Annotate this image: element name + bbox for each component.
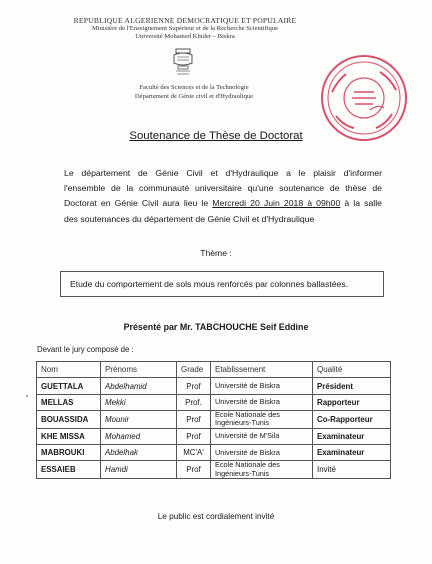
cell-nom: MABROUKI: [37, 444, 101, 460]
header-grade: Grade: [177, 362, 211, 378]
cell-nom: GUETTALA: [37, 378, 101, 394]
cell-etablissement: Université de Biskra: [211, 394, 313, 410]
header-republic: REPUBLIQUE ALGERIENNE DEMOCRATIQUE ET POPULAIRE: [73, 16, 297, 25]
theme-box: Etude du comportement de sols mous renforcés par colonnes ballastées.: [60, 271, 384, 297]
theme-label: Thème :: [200, 248, 232, 258]
cell-etablissement: Université de Biskra: [211, 444, 313, 460]
cell-grade: Prof: [177, 378, 211, 394]
header-nom: Nom: [37, 362, 101, 378]
table-row: [37, 378, 391, 394]
cell-prenom: Hamdi: [101, 461, 177, 478]
cell-grade: Prof: [177, 461, 211, 478]
header-university: Université Mohamed Khider – Biskra: [135, 33, 235, 40]
announcement-line-3-end: à la salle: [340, 198, 383, 209]
defense-date: Mercredi 20 Juin 2018 à 09h00: [212, 198, 341, 209]
cell-prenom: Mekki: [101, 394, 177, 410]
cell-qualite: Examinateur: [313, 444, 391, 460]
jury-table-header: [37, 362, 391, 378]
cell-etablissement: Université de Biskra: [211, 378, 313, 394]
cell-qualite: Président: [313, 378, 391, 394]
cell-grade: Prof: [177, 411, 211, 428]
announcement-line-2: l'ensemble de la communauté universitaire qu'une soutenance de thèse de: [64, 183, 382, 194]
department-name: Département de Génie civil et d'Hydraulique: [134, 93, 254, 100]
cell-prenom: Abdelhamid: [101, 378, 177, 394]
university-logo-icon: [168, 47, 198, 77]
table-row: [37, 444, 391, 460]
cell-nom: KHE MISSA: [37, 428, 101, 444]
cell-nom: BOUASSIDA: [37, 411, 101, 428]
cell-etablissement: Ecole Nationale des Ingénieurs-Tunis: [211, 461, 313, 478]
cell-qualite: Rapporteur: [313, 394, 391, 410]
table-row: [37, 428, 391, 444]
page-title: Soutenance de Thèse de Doctorat: [129, 130, 303, 142]
cell-prenom: Mohamed: [101, 428, 177, 444]
announcement-line-1: Le département de Génie Civil et d'Hydraulique a le plaisir d'informer: [64, 168, 382, 178]
closing-note: Le public est cordialement invité: [157, 512, 275, 521]
cell-prenom: Abdelhak: [101, 444, 177, 460]
cell-etablissement: Ecole Nationale des Ingénieurs-Tunis: [211, 411, 313, 428]
cell-nom: MELLAS: [37, 394, 101, 410]
header-etablissement: Etablissement: [211, 362, 313, 378]
header-prenoms: Prénoms: [101, 362, 177, 378]
announcement-line-3-start: Doctorat en Génie Civil aura lieu le: [64, 198, 213, 209]
presented-by: Présenté par Mr. TABCHOUCHE Seif Eddine: [123, 322, 309, 332]
cell-etablissement: Université de M'Sila: [211, 428, 313, 444]
announcement-line-4: des soutenances du département de Génie Civil et d'Hydraulique: [64, 213, 315, 224]
faculty-name: Faculté des Sciences et de la Technologie: [139, 84, 249, 91]
announcement-line-3: [64, 196, 382, 211]
table-row: [37, 411, 391, 428]
table-row: [37, 394, 391, 410]
header-ministry: Ministère de l'Enseignement Supérieur et de la Recherche Scientifique: [91, 25, 279, 32]
jury-table: [36, 361, 391, 479]
cell-qualite: Examinateur: [313, 428, 391, 444]
scan-speck: [26, 395, 28, 397]
announcement-paragraph: [64, 166, 382, 227]
cell-prenom: Mounir: [101, 411, 177, 428]
table-row: [37, 461, 391, 478]
cell-grade: Prof: [177, 428, 211, 444]
cell-qualite: Invité: [313, 461, 391, 478]
cell-grade: MC'A': [177, 444, 211, 460]
cell-qualite: Co-Rapporteur: [313, 411, 391, 428]
cell-grade: Prof.: [177, 394, 211, 410]
jury-intro: Devant le jury composé de :: [37, 345, 134, 354]
header-qualite: Qualité: [313, 362, 391, 378]
cell-nom: ESSAIEB: [37, 461, 101, 478]
